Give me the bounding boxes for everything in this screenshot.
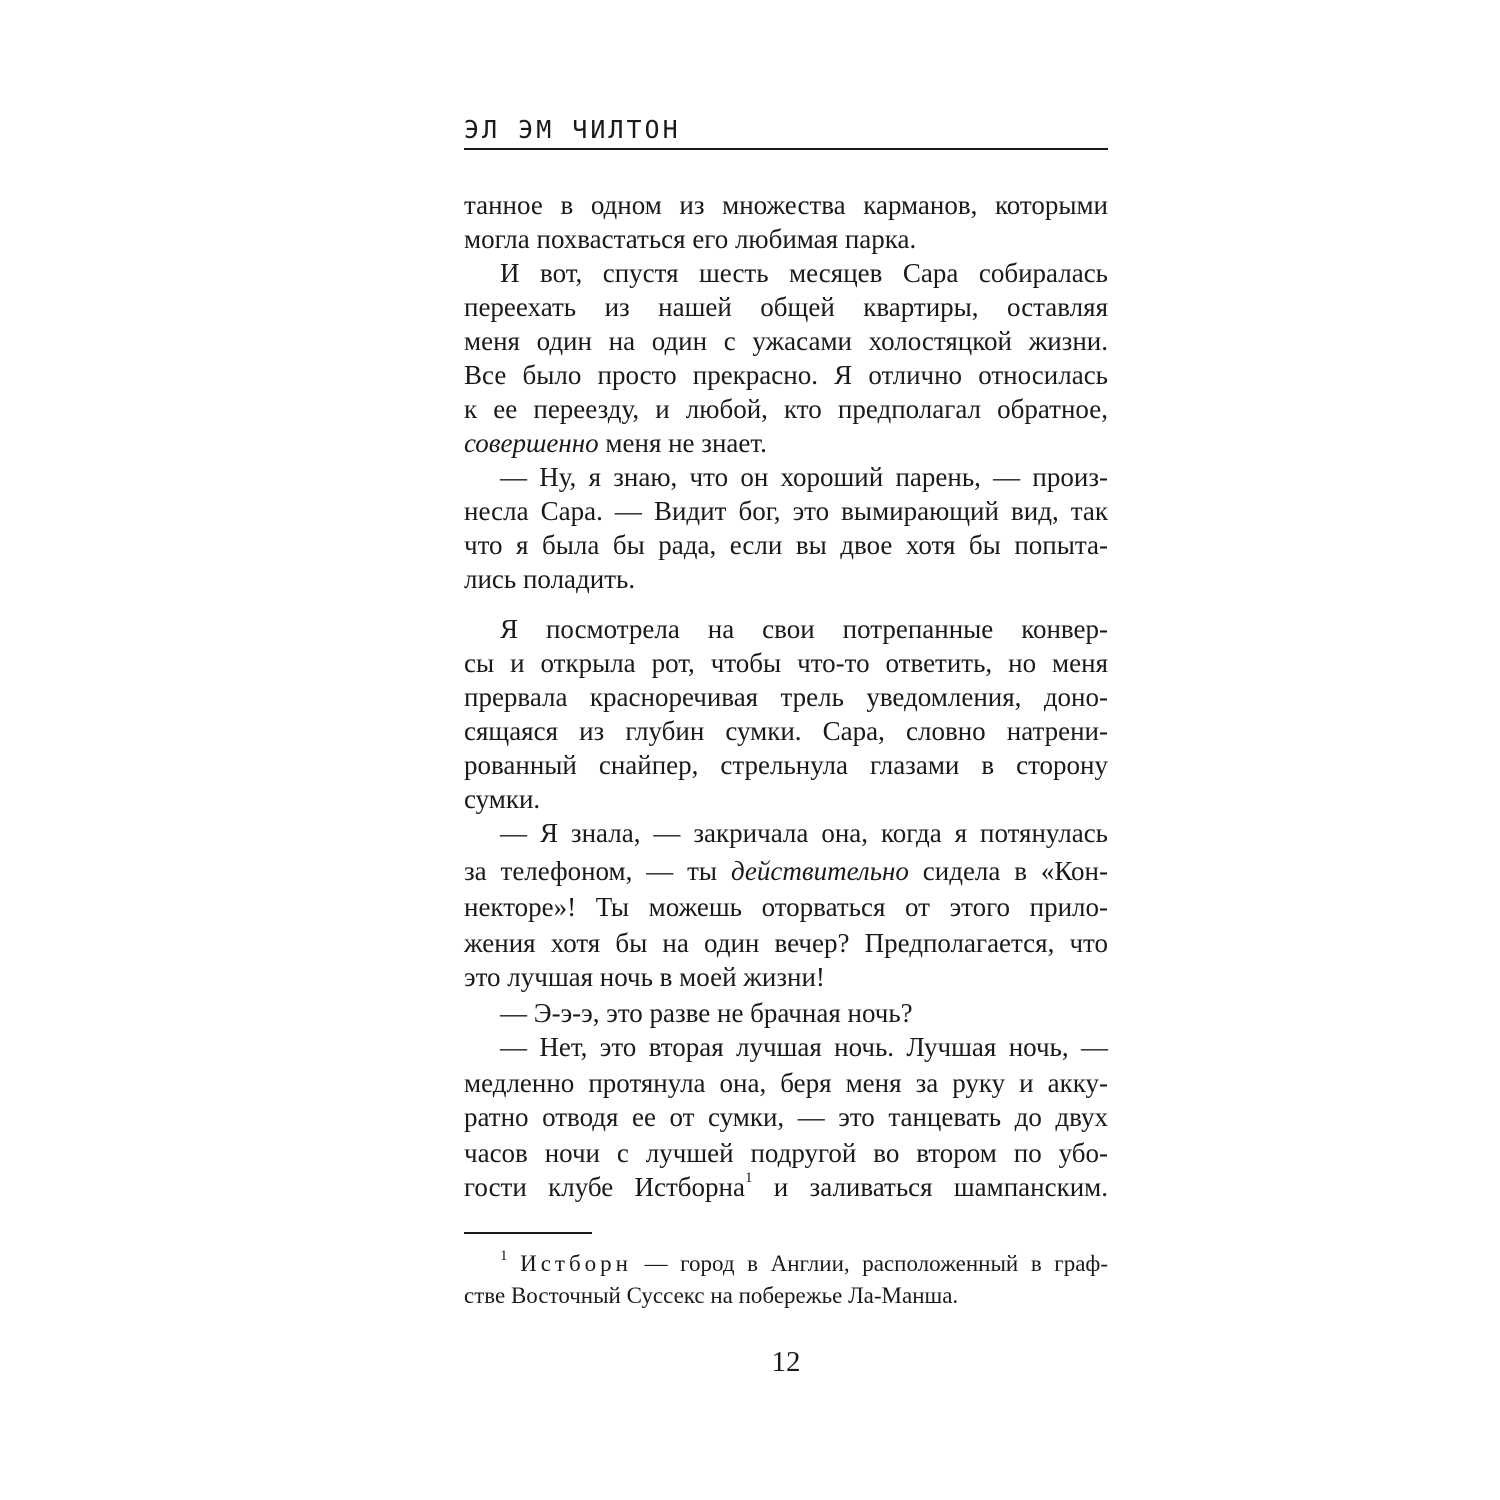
text-run: меня не знает. — [598, 428, 767, 458]
running-head — [464, 112, 1108, 150]
text-run: за телефоном, — ты — [464, 856, 731, 886]
footnote-line — [500, 1248, 1108, 1280]
text-run: и заливаться шампанским. — [752, 1172, 1108, 1202]
text-line: часов ночи с лучшей подругой во втором по убо- — [464, 1138, 1108, 1168]
italic-emphasis: действительно — [730, 856, 909, 886]
text-line: Я посмотрела на свои потрепанные конвер- — [500, 614, 1108, 644]
footnote-reference: 1 — [744, 1170, 753, 1186]
page-number: 12 — [771, 1346, 801, 1378]
text-line: сумки. — [464, 784, 541, 814]
footnote-marker: 1 — [500, 1248, 508, 1264]
text-line: сы и открыла рот, чтобы что-то ответить, но меня — [464, 648, 1108, 678]
text-line: рованный снайпер, стрельнула глазами в сторону — [464, 750, 1108, 780]
text-line — [464, 1170, 1108, 1204]
text-line: танное в одном из множества карманов, которыми — [464, 190, 1108, 220]
text-line: — Ну, я знаю, что он хороший парень, — произ- — [500, 462, 1108, 492]
footnote-term: Истборн — [520, 1251, 632, 1276]
text-line: что я была бы рада, если вы двое хотя бы попыта- — [464, 530, 1108, 560]
italic-emphasis: совершенно — [464, 428, 599, 458]
text-line: — Я знала, — закричала она, когда я потянулась — [500, 818, 1108, 848]
text-line: жения хотя бы на один вечер? Предполагается, что — [464, 928, 1108, 958]
text-line: переехать из нашей общей квартиры, оставляя — [464, 292, 1108, 322]
text-line — [464, 854, 1108, 888]
text-line: Все было просто прекрасно. Я отлично относилась — [464, 360, 1108, 390]
text-line: сящаяся из глубин сумки. Сара, словно натрени- — [464, 716, 1108, 746]
text-line: некторе»! Ты можешь оторваться от этого прило- — [464, 892, 1108, 922]
text-line: несла Сара. — Видит бог, это вымирающий вид, так — [464, 496, 1108, 526]
text-line: И вот, спустя шесть месяцев Сара собиралась — [500, 258, 1108, 288]
text-line: к ее переезду, и любой, кто предполагал обратное, — [464, 394, 1108, 424]
text-line — [464, 426, 1108, 460]
text-run: сидела в «Кон- — [908, 856, 1108, 886]
text-line: это лучшая ночь в моей жизни! — [464, 962, 825, 992]
text-run: гости клубе Истборна — [464, 1172, 745, 1202]
text-run: — город в Англии, расположенный в граф- — [631, 1251, 1108, 1276]
footnote-separator — [464, 1232, 592, 1234]
text-line: — Э-э-э, это разве не брачная ночь? — [500, 998, 913, 1028]
text-line: ратно отводя ее от сумки, — это танцевать до двух — [464, 1102, 1108, 1132]
running-head-author: ЭЛ ЭМ ЧИЛТОН — [464, 115, 681, 144]
text-line: медленно протянула она, беря меня за руку и акку- — [464, 1068, 1108, 1098]
text-line: меня один на один с ужасами холостяцкой жизни. — [464, 326, 1108, 356]
text-line: лись поладить. — [464, 564, 636, 594]
footnote-line: стве Восточный Суссекс на побережье Ла-Манша. — [464, 1283, 959, 1308]
text-line: могла похвастаться его любимая парка. — [464, 224, 917, 254]
text-line: прервала красноречивая трель уведомления, доно- — [464, 682, 1108, 712]
text-line: — Нет, это вторая лучшая ночь. Лучшая ночь, — — [500, 1032, 1108, 1062]
